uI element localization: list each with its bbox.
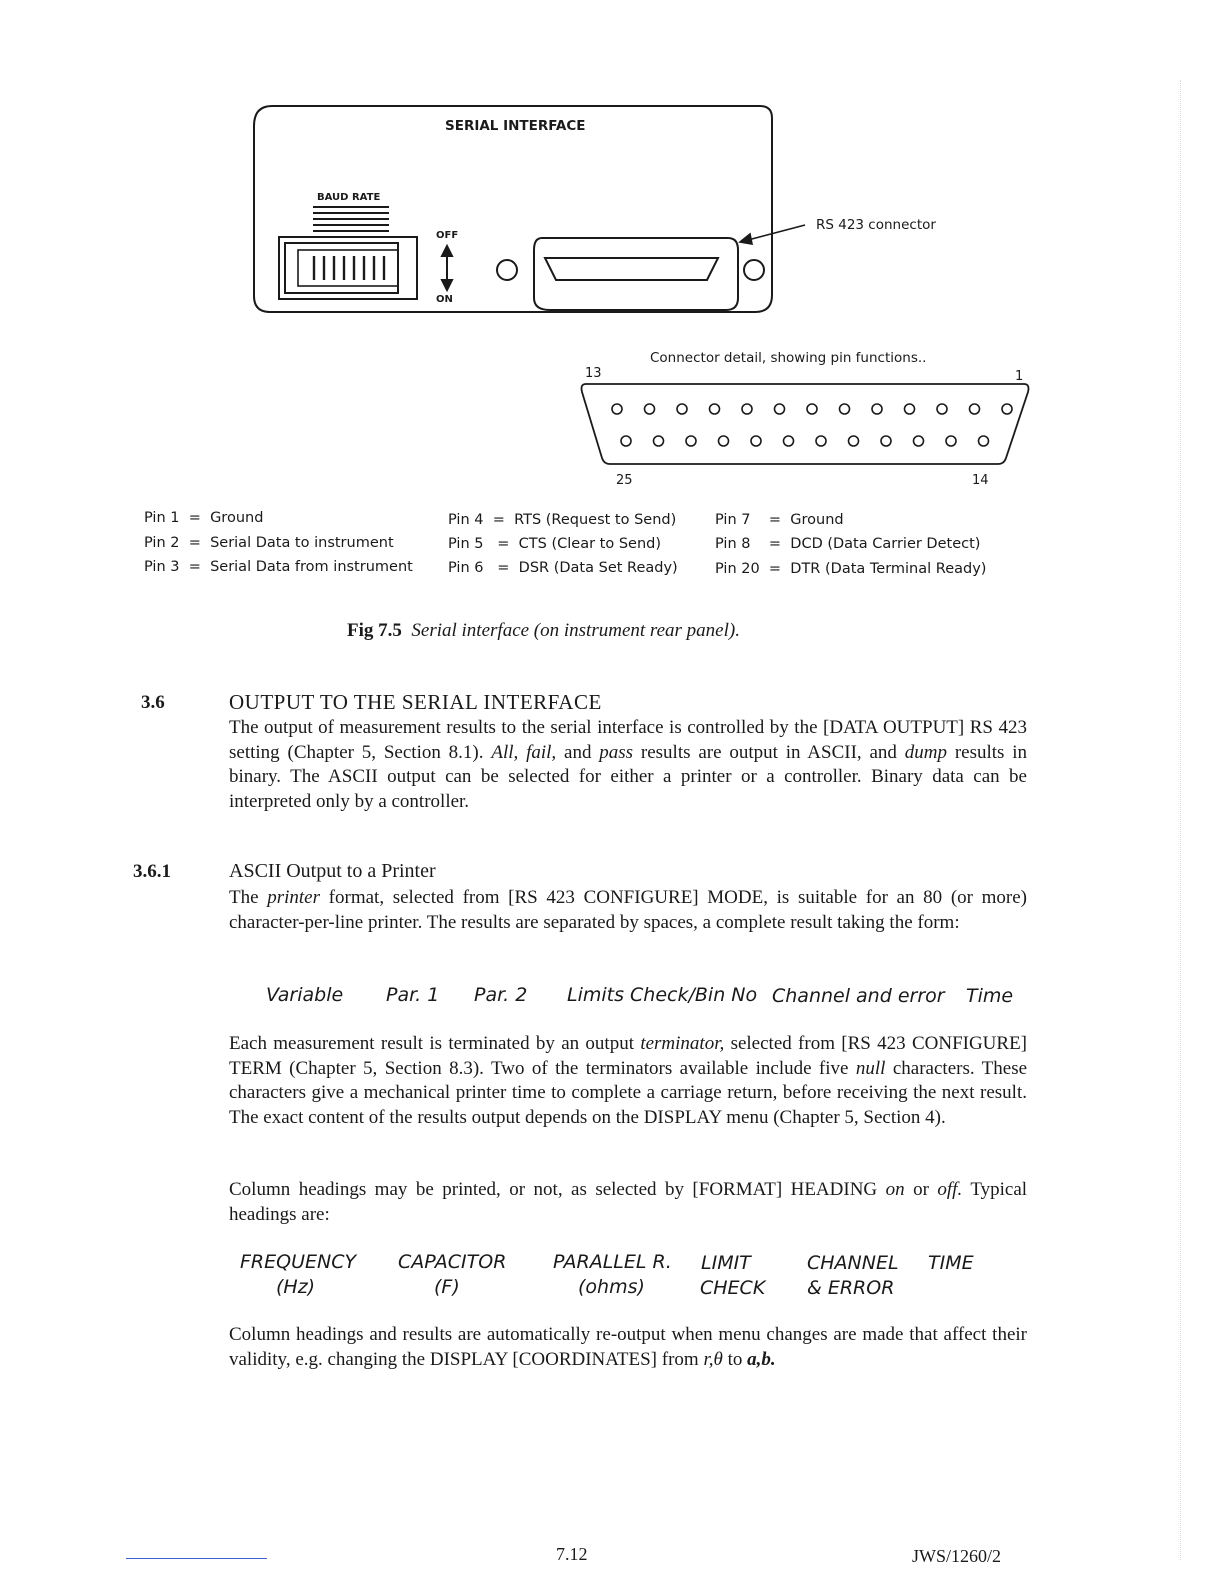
form-field-channel: Channel and error [772, 985, 945, 1007]
text-run: characters. These characters give a mechanical printer time to complete a carriage return, before receiving the next result. The exact content of the results output depends on the DISPLAY menu (Chapter 5, Section 4). [229, 1057, 1028, 1128]
heading-capacitor-unit: (F) [434, 1276, 460, 1298]
mounting-hole-left [497, 260, 517, 280]
pin-hole [872, 404, 882, 414]
heading-frequency-unit: (Hz) [276, 1276, 316, 1298]
text-run: Column headings and results are automatically re-output when menu changes are made that affect their validity, e.g. changing the DISPLAY [COORDINATES] from [229, 1324, 1027, 1370]
pin-hole [1002, 404, 1012, 414]
pin-hole [807, 404, 817, 414]
pin-hole [677, 404, 687, 414]
section-3-6-1-title: ASCII Output to a Printer [229, 860, 436, 882]
pin-hole [784, 436, 794, 446]
form-field-par1: Par. 1 [386, 984, 440, 1006]
serial-interface-figure [250, 100, 1030, 500]
form-field-variable: Variable [266, 984, 344, 1006]
text-run-italic: r,θ [703, 1348, 723, 1370]
panel-title: SERIAL INTERFACE [445, 118, 586, 134]
text-run: to [727, 1348, 743, 1370]
figure-label: Fig 7.5 [347, 620, 402, 641]
scan-margin-line [1180, 80, 1182, 1560]
pin-hole [937, 404, 947, 414]
section-3-6-1-number: 3.6.1 [133, 861, 171, 882]
text-run-italic: null [855, 1057, 886, 1079]
mounting-hole-right [744, 260, 764, 280]
section-3-6-1-paragraph-3 [229, 1178, 1027, 1227]
heading-limit-check: CHECK [700, 1277, 766, 1299]
text-run-italic: off. [937, 1179, 963, 1200]
section-3-6-number: 3.6 [141, 692, 165, 713]
document-code: JWS/1260/2 [912, 1546, 1002, 1566]
rear-panel-outline [254, 106, 772, 312]
section-3-6-1-paragraph-2 [229, 1032, 1027, 1130]
form-field-time: Time [966, 985, 1014, 1007]
pin-hole [710, 404, 720, 414]
heading-time: TIME [928, 1252, 974, 1274]
baud-rate-label: BAUD RATE [317, 192, 381, 203]
text-run-italic: fail, [526, 741, 557, 763]
heading-channel: CHANNEL [807, 1252, 899, 1274]
footer-rule [126, 1558, 267, 1559]
off-on-arrow-icon [442, 246, 452, 290]
pin-4: Pin 4 = RTS (Request to Send) [448, 512, 677, 528]
connector-detail-outline [582, 384, 1029, 464]
section-3-6-title: OUTPUT TO THE SERIAL INTERFACE [229, 690, 602, 714]
text-run: format, selected from [RS 423 CONFIGURE] MODE, is suitable for an 80 (or more) character-per-line printer. The results are separated by spaces, a complete result taking the form: [229, 887, 1028, 933]
pin-6: Pin 6 = DSR (Data Set Ready) [448, 560, 678, 576]
pin-hole [849, 436, 859, 446]
heading-frequency: FREQUENCY [240, 1251, 357, 1273]
pin-hole [840, 404, 850, 414]
pin-hole [775, 404, 785, 414]
figure-caption-text: Serial interface (on instrument rear panel). [411, 620, 740, 641]
pin-hole [742, 404, 752, 414]
heading-parallel-r: PARALLEL R. [553, 1251, 672, 1273]
off-label: OFF [436, 230, 459, 241]
pin-row-bottom [621, 436, 989, 446]
text-run: and [564, 741, 592, 763]
pin-label-13: 13 [585, 366, 602, 381]
pin-5: Pin 5 = CTS (Clear to Send) [448, 536, 661, 552]
heading-limit: LIMIT [701, 1252, 751, 1274]
pin-1: Pin 1 = Ground [144, 510, 264, 526]
pin-hole [751, 436, 761, 446]
pin-3: Pin 3 = Serial Data from instrument [144, 559, 413, 575]
pin-hole [970, 404, 980, 414]
heading-channel-error: & ERROR [807, 1277, 895, 1299]
pin-label-14: 14 [972, 473, 989, 488]
text-run: Column headings may be printed, or not, as selected by [FORMAT] HEADING [229, 1179, 878, 1200]
pin-2: Pin 2 = Serial Data to instrument [144, 535, 394, 551]
pin-hole [979, 436, 989, 446]
pin-hole [621, 436, 631, 446]
pin-hole [881, 436, 891, 446]
on-label: ON [436, 294, 453, 305]
text-run-italic: a,b. [747, 1348, 776, 1370]
baud-rate-markings [313, 206, 389, 232]
text-run: results are output in ASCII, and [640, 741, 897, 763]
pin-hole [905, 404, 915, 414]
pin-hole [645, 404, 655, 414]
connector-detail-title: Connector detail, showing pin functions.. [650, 350, 927, 366]
page-number: 7.12 [556, 1544, 588, 1564]
text-run-italic: on [885, 1179, 905, 1200]
text-run: Each measurement result is terminated by an output [229, 1033, 634, 1054]
dip-switch[interactable] [279, 237, 417, 299]
text-run: results in binary. The ASCII output can be selected for either a printer or a controller. Binary data can be interpreted only by a controller. [229, 741, 1028, 812]
text-run: or [913, 1179, 929, 1200]
pin-row-top [612, 404, 1012, 414]
text-run-italic: terminator, [640, 1033, 725, 1054]
text-run: The output of measurement results to the serial interface is controlled by the [DATA OUTPUT] RS 423 setting (Chapter 5, Section 8.1). [229, 717, 1027, 763]
text-run: Typical headings are: [229, 1179, 1028, 1225]
rs423-connector [497, 238, 764, 310]
pin-hole [686, 436, 696, 446]
pin-hole [914, 436, 924, 446]
text-run: selected from [RS 423 CONFIGURE] TERM (Chapter 5, Section 8.3). Two of the terminators available include five [229, 1033, 1028, 1079]
pin-7: Pin 7 = Ground [715, 512, 844, 528]
text-run-italic: All, [491, 741, 519, 763]
pin-hole [654, 436, 664, 446]
section-3-6-1-paragraph-1 [229, 886, 1027, 935]
text-run: The [229, 887, 259, 908]
pin-hole [719, 436, 729, 446]
pin-20: Pin 20 = DTR (Data Terminal Ready) [715, 561, 987, 577]
pin-8: Pin 8 = DCD (Data Carrier Detect) [715, 536, 981, 552]
section-3-6-paragraph [229, 716, 1027, 814]
form-field-par2: Par. 2 [474, 984, 528, 1006]
heading-capacitor: CAPACITOR [398, 1251, 507, 1273]
form-field-limits: Limits Check/Bin No [567, 984, 758, 1006]
pin-hole [816, 436, 826, 446]
pin-label-1: 1 [1015, 369, 1024, 384]
text-run-italic: dump [904, 741, 947, 763]
pin-hole [946, 436, 956, 446]
pin-hole [612, 404, 622, 414]
figure-caption [347, 620, 740, 642]
pin-label-25: 25 [616, 473, 633, 488]
connector-callout: RS 423 connector [816, 217, 936, 233]
heading-parallel-r-unit: (ohms) [578, 1276, 645, 1298]
section-3-6-1-paragraph-4 [229, 1323, 1027, 1372]
text-run-italic: printer [267, 887, 320, 908]
text-run-italic: pass [599, 741, 634, 763]
